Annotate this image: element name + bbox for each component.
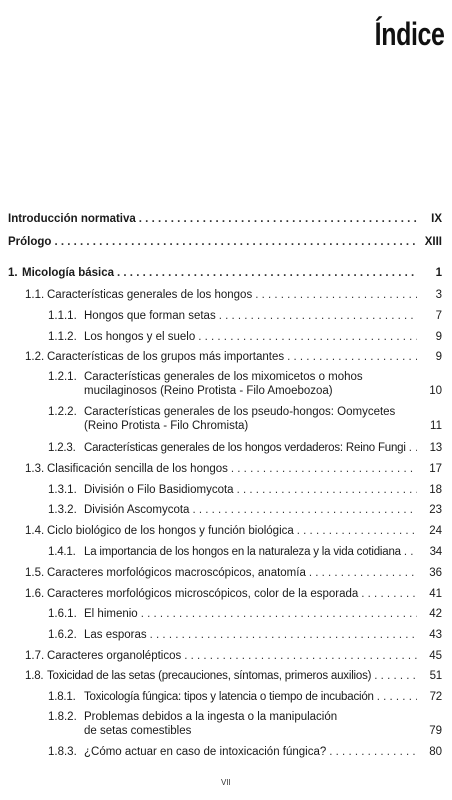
toc-entry-1-8[interactable] — [25, 669, 442, 683]
leader-dots — [139, 212, 417, 226]
toc-entry-page: 18 — [429, 484, 442, 496]
toc-entry-title-continued: de setas comestibles — [84, 725, 192, 737]
toc-entry-number: 1.2.1. — [48, 371, 77, 383]
toc-entry-page: 3 — [435, 289, 442, 301]
leader-dots — [404, 545, 417, 559]
toc-entry-title: Los hongos y el suelo — [84, 331, 196, 343]
toc-entry-title: ¿Cómo actuar en caso de intoxicación fúngica? — [84, 746, 327, 758]
toc-entry-title: Ciclo biológico de los hongos y función biológica — [47, 525, 294, 537]
leader-dots — [141, 607, 417, 621]
leader-dots — [374, 669, 417, 683]
toc-entry-1-2-2[interactable] — [48, 405, 442, 433]
toc-entry-1-2-3[interactable] — [48, 441, 442, 455]
toc-entry-1-6[interactable] — [25, 587, 442, 601]
toc-entry-number: 1.8.2. — [48, 711, 77, 723]
toc-entry-1-6-2[interactable] — [48, 628, 442, 642]
toc-entry-page: IX — [431, 213, 442, 225]
toc-entry-page: 7 — [435, 310, 442, 322]
leader-dots — [192, 503, 417, 517]
leader-dots — [287, 350, 417, 364]
leader-dots — [54, 235, 417, 249]
toc-entry-title: Características generales de los hongos verdaderos: Reino Fungi — [84, 442, 406, 454]
toc-entry-number: 1.1. — [25, 289, 45, 301]
toc-entry-page: 11 — [430, 420, 442, 432]
toc-entry-introduccion[interactable] — [8, 212, 442, 226]
toc-entry-title: Clasificación sencilla de los hongos — [47, 463, 228, 475]
toc-entry-1-1-2[interactable] — [48, 330, 442, 344]
toc-entry-title-continued: (Reino Protista - Filo Chromista) — [84, 420, 249, 432]
toc-entry-page: 45 — [429, 650, 442, 662]
leader-dots — [409, 441, 417, 455]
toc-entry-1-2[interactable] — [25, 350, 442, 364]
toc-entry-1-3[interactable] — [25, 462, 442, 476]
toc-entry-number: 1.5. — [25, 567, 45, 579]
toc-entry-chapter-1[interactable] — [8, 266, 442, 280]
toc-entry-title: El himenio — [84, 608, 138, 620]
page-number: VII — [221, 778, 231, 787]
toc-entry-number: 1.6. — [25, 588, 45, 600]
toc-entry-1-2-1[interactable] — [48, 370, 442, 398]
toc-entry-page: 1 — [435, 267, 442, 279]
toc-entry-page: 36 — [429, 567, 442, 579]
toc-entry-title: Toxicología fúngica: tipos y latencia o tiempo de incubación — [84, 691, 374, 703]
toc-entry-page: 43 — [429, 629, 442, 641]
leader-dots — [117, 266, 417, 280]
toc-entry-number: 1.8.1. — [48, 691, 76, 703]
toc-entry-1-7[interactable] — [25, 649, 442, 663]
toc-entry-number: 1.6.2. — [48, 629, 77, 641]
toc-entry-title: División Ascomycota — [84, 504, 190, 516]
leader-dots — [329, 745, 417, 759]
toc-entry-title: Caracteres morfológicos macroscópicos, anatomía — [47, 567, 306, 579]
toc-entry-page: 34 — [429, 546, 442, 558]
toc-entry-title: Toxicidad de las setas (precauciones, síntomas, primeros auxilios) — [47, 670, 372, 682]
toc-entry-page: 24 — [429, 525, 442, 537]
toc-entry-1-3-2[interactable] — [48, 503, 442, 517]
toc-entry-number: 1.3. — [25, 463, 45, 475]
toc-entry-title: Hongos que forman setas — [84, 310, 216, 322]
toc-entry-title: Características de los grupos más importantes — [47, 351, 285, 363]
toc-entry-page: 17 — [429, 463, 442, 475]
toc-entry-number: 1. — [8, 267, 18, 279]
toc-entry-title: Características generales de los pseudo-hongos: Oomycetes — [84, 406, 396, 418]
toc-entry-page: 79 — [429, 725, 442, 737]
toc-entry-page: 13 — [429, 442, 442, 454]
toc-entry-1-8-2[interactable] — [48, 710, 442, 738]
toc-entry-1-1[interactable] — [25, 288, 442, 302]
toc-entry-number: 1.8.3. — [48, 746, 77, 758]
toc-entry-1-4[interactable] — [25, 524, 442, 538]
leader-dots — [231, 462, 417, 476]
toc-entry-number: 1.4. — [25, 525, 45, 537]
leader-dots — [255, 288, 417, 302]
leader-dots — [297, 524, 417, 538]
leader-dots — [198, 330, 417, 344]
leader-dots — [150, 628, 417, 642]
toc-entry-number: 1.6.1. — [48, 608, 77, 620]
page-title: Índice — [374, 16, 444, 52]
toc-entry-page: 72 — [429, 691, 442, 703]
toc-entry-number: 1.2.2. — [48, 406, 77, 418]
toc-entry-1-4-1[interactable] — [48, 545, 442, 559]
toc-entry-1-6-1[interactable] — [48, 607, 442, 621]
leader-dots — [361, 587, 417, 601]
toc-entry-title: Características generales de los hongos — [47, 289, 253, 301]
toc-entry-page: 41 — [429, 588, 442, 600]
toc-entry-page: 10 — [429, 385, 442, 397]
toc-entry-1-8-3[interactable] — [48, 745, 442, 759]
leader-dots — [184, 649, 417, 663]
toc-entry-page: 9 — [435, 351, 442, 363]
toc-entry-1-3-1[interactable] — [48, 483, 442, 497]
toc-entry-prologo[interactable] — [8, 235, 442, 249]
toc-entry-number: 1.3.1. — [48, 484, 77, 496]
toc-entry-number: 1.7. — [25, 650, 45, 662]
toc-entry-title: Prólogo — [8, 236, 52, 248]
toc-entry-title: Problemas debidos a la ingesta o la manipulación — [84, 711, 338, 723]
toc-entry-page: 42 — [429, 608, 442, 620]
toc-entry-page: 9 — [435, 331, 442, 343]
toc-entry-number: 1.1.2. — [48, 331, 77, 343]
toc-entry-1-8-1[interactable] — [48, 690, 442, 704]
toc-entry-title: Las esporas — [84, 629, 147, 641]
toc-entry-title-continued: mucilaginosos (Reino Protista - Filo Amoebozoa) — [84, 385, 333, 397]
toc-entry-title: División o Filo Basidiomycota — [84, 484, 234, 496]
toc-entry-number: 1.2.3. — [48, 442, 76, 454]
toc-entry-title: Introducción normativa — [8, 213, 136, 225]
toc-entry-title: La importancia de los hongos en la naturaleza y la vida cotidiana — [84, 546, 401, 558]
toc-entry-page: 23 — [429, 504, 442, 516]
leader-dots — [309, 566, 417, 580]
toc-entry-number: 1.1.1. — [48, 310, 77, 322]
toc-entry-title: Micología básica — [22, 267, 115, 279]
leader-dots — [377, 690, 417, 704]
toc-entry-page: XIII — [424, 236, 442, 248]
toc-entry-1-1-1[interactable] — [48, 309, 442, 323]
toc-entry-number: 1.2. — [25, 351, 45, 363]
leader-dots — [219, 309, 417, 323]
toc-entry-page: 80 — [429, 746, 442, 758]
toc-entry-number: 1.3.2. — [48, 504, 77, 516]
toc-entry-1-5[interactable] — [25, 566, 442, 580]
toc-entry-page: 51 — [429, 670, 442, 682]
toc-entry-number: 1.8. — [25, 670, 44, 682]
toc-entry-title: Caracteres morfológicos microscópicos, color de la esporada — [47, 588, 359, 600]
toc-entry-title: Caracteres organolépticos — [47, 650, 182, 662]
toc-entry-title: Características generales de los mixomicetos o mohos — [84, 371, 363, 383]
leader-dots — [237, 483, 417, 497]
toc-entry-number: 1.4.1. — [48, 546, 76, 558]
